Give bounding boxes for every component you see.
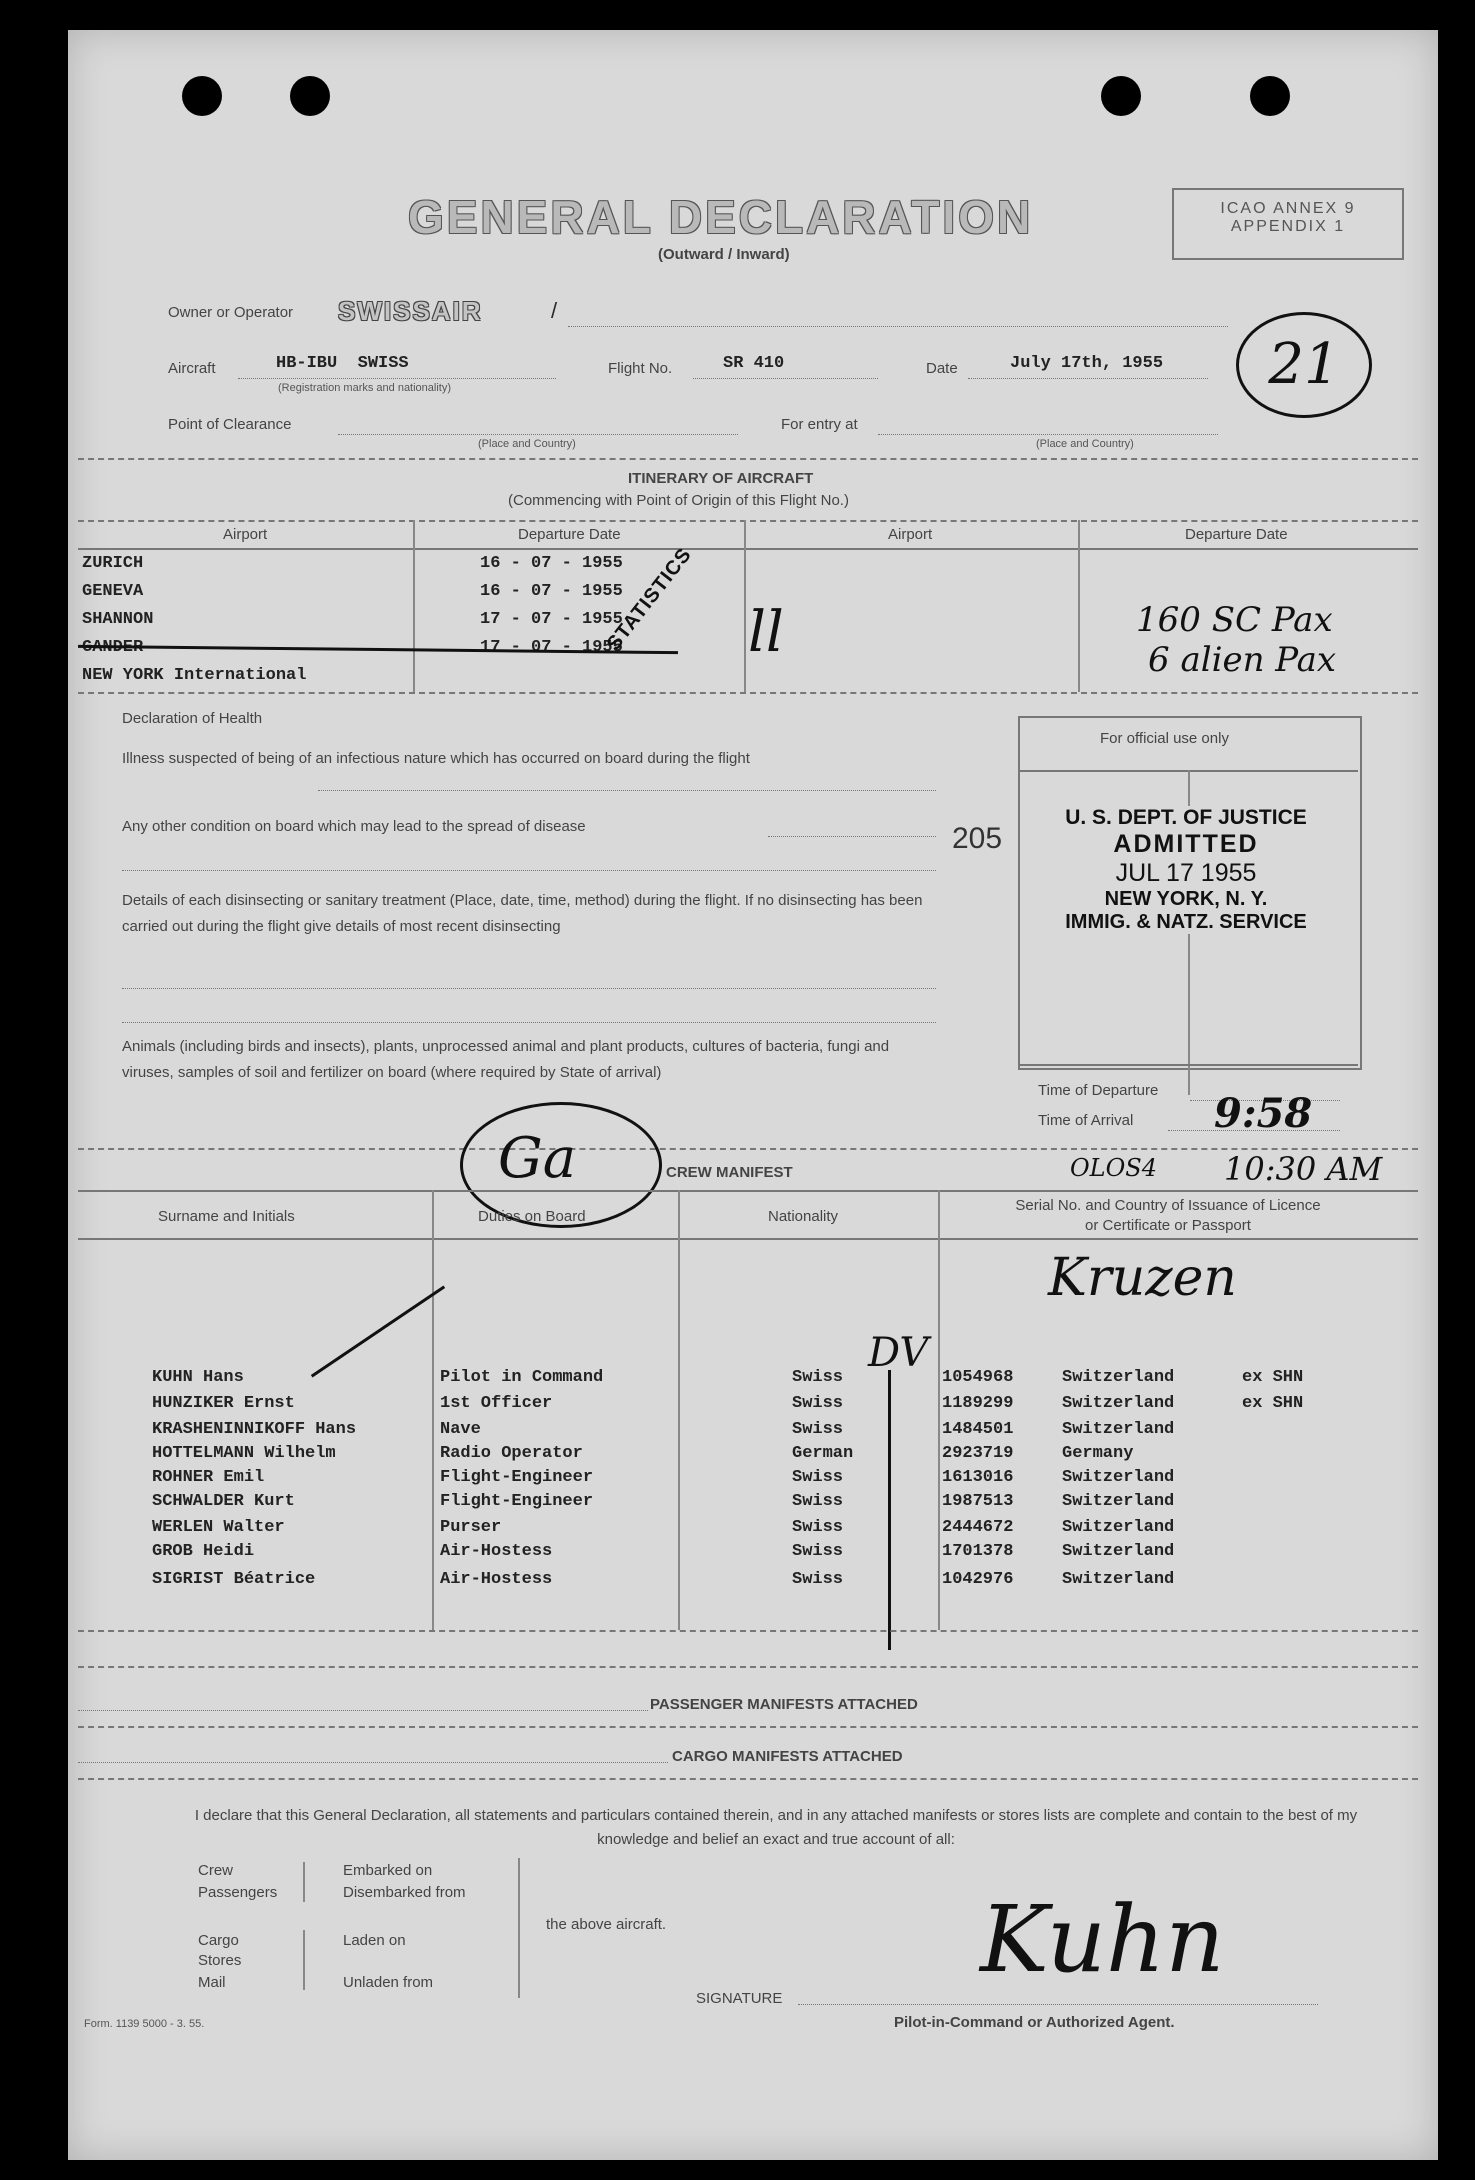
- table-row: [152, 1542, 1392, 1566]
- owner-line: [568, 326, 1228, 327]
- divider: [78, 520, 1418, 522]
- crew-serial: 1987513: [942, 1492, 1014, 1511]
- itinerary-airport: NEW YORK International: [82, 666, 307, 685]
- aircraft-hint: (Registration marks and nationality): [278, 382, 452, 394]
- crew-country: Switzerland: [1062, 1368, 1175, 1387]
- health-line: [768, 836, 936, 837]
- crew-country: Switzerland: [1062, 1394, 1175, 1413]
- crew-nationality: Swiss: [792, 1492, 844, 1511]
- crew-country: Switzerland: [1062, 1542, 1175, 1561]
- crew-col-duties: Duties on Board: [478, 1208, 586, 1225]
- divider: [78, 548, 1418, 550]
- itinerary-note1: 160 SC Pax: [1136, 600, 1333, 640]
- table-row: [152, 1492, 1392, 1516]
- itinerary-note2: 6 alien Pax: [1148, 640, 1337, 680]
- decl-stores: Stores: [198, 1952, 242, 1969]
- decl-above: the above aircraft.: [546, 1916, 667, 1933]
- circled-mark: [1236, 312, 1372, 418]
- pilot-signature: Kuhn: [980, 1886, 1225, 1993]
- crew-duty: Nave: [440, 1420, 481, 1439]
- declaration-text: I declare that this General Declaration, all statements and particulars contained therein, and in any attached manifests or stores lists are complete and contain to the best of my knowledge and belief an exact and true account of all:: [194, 1807, 1358, 1848]
- document-page: [68, 30, 1438, 2160]
- aircraft-value: HB-IBU SWISS: [276, 354, 409, 373]
- departure-time-label: Time of Departure: [1038, 1082, 1159, 1099]
- itinerary-date: 17 - 07 - 1955: [480, 638, 623, 657]
- crew-duty: 1st Officer: [440, 1394, 553, 1413]
- annex-line1: ICAO ANNEX 9: [1220, 200, 1356, 217]
- col-divider: [413, 520, 415, 692]
- decl-disembarked: Disembarked from: [343, 1884, 466, 1901]
- crew-name: SCHWALDER Kurt: [152, 1492, 295, 1511]
- initials-scribble: Ga: [498, 1126, 577, 1191]
- itinerary-date: 17 - 07 - 1955: [480, 610, 623, 629]
- health-line: [122, 870, 936, 871]
- aircraft-line: [238, 378, 556, 379]
- punch-hole: [1250, 76, 1290, 116]
- punch-hole: [290, 76, 330, 116]
- punch-hole: [182, 76, 222, 116]
- annex-box: [1172, 188, 1404, 260]
- stamp-line2: ADMITTED: [1113, 830, 1259, 858]
- col-divider: [303, 1930, 305, 1990]
- note-time: 10:30 AM: [1224, 1150, 1383, 1188]
- crew-name: ROHNER Emil: [152, 1468, 265, 1487]
- crew-serial: 1189299: [942, 1394, 1014, 1413]
- clearance-line: [338, 434, 738, 435]
- crew-duty: Purser: [440, 1518, 502, 1537]
- crew-name: WERLEN Walter: [152, 1518, 285, 1537]
- itinerary-date: 16 - 07 - 1955: [480, 582, 623, 601]
- table-row: [152, 1570, 1392, 1594]
- admitted-stamp: [1036, 806, 1336, 934]
- crew-duty: Flight-Engineer: [440, 1468, 594, 1487]
- crew-serial: 2444672: [942, 1518, 1014, 1537]
- annex-line2: APPENDIX 1: [1230, 218, 1346, 235]
- crew-serial: 1613016: [942, 1468, 1014, 1487]
- stamp-line5: IMMIG. & NATZ. SERVICE: [1065, 911, 1307, 933]
- page-title: GENERAL DECLARATION: [408, 191, 1034, 243]
- date-label: Date: [926, 360, 958, 377]
- itinerary-col-departure: Departure Date: [518, 526, 621, 543]
- itinerary-airport: GANDER: [82, 638, 144, 657]
- stamp-line3: JUL 17 1955: [1115, 859, 1257, 887]
- passenger-line: [78, 1710, 648, 1711]
- flight-label: Flight No.: [608, 360, 673, 377]
- itinerary-airport: ZURICH: [82, 554, 144, 573]
- check-mark: ll: [748, 600, 784, 665]
- passenger-manifests: PASSENGER MANIFESTS ATTACHED: [650, 1696, 918, 1713]
- crew-serial: 1701378: [942, 1542, 1014, 1561]
- crew-extra: ex SHN: [1242, 1394, 1304, 1413]
- entry-hint: (Place and Country): [1036, 438, 1134, 450]
- table-row: [152, 1444, 1392, 1468]
- crew-country: Switzerland: [1062, 1492, 1175, 1511]
- health-line: [318, 790, 936, 791]
- clearance-hint: (Place and Country): [478, 438, 576, 450]
- signature-caption: Pilot-in-Command or Authorized Agent.: [894, 2014, 1175, 2031]
- stamp-line4: NEW YORK, N. Y.: [1104, 888, 1268, 910]
- official-number: 205: [952, 822, 1003, 855]
- crew-nationality: German: [792, 1444, 854, 1463]
- itinerary-heading: ITINERARY OF AIRCRAFT: [628, 470, 814, 487]
- crew-nationality: Swiss: [792, 1518, 844, 1537]
- crew-duty: Pilot in Command: [440, 1368, 604, 1387]
- divider: [78, 1238, 1418, 1240]
- divider: [78, 458, 1418, 460]
- crew-serial: 1054968: [942, 1368, 1014, 1387]
- crew-serial: 1042976: [942, 1570, 1014, 1589]
- decl-crew: Crew: [198, 1862, 234, 1879]
- itinerary-airport: GENEVA: [82, 582, 144, 601]
- crew-country: Switzerland: [1062, 1518, 1175, 1537]
- table-row: [152, 1420, 1392, 1444]
- crew-country: Switzerland: [1062, 1468, 1175, 1487]
- crew-duty: Air-Hostess: [440, 1570, 553, 1589]
- divider: [78, 1148, 1418, 1150]
- divider: [78, 1726, 1418, 1728]
- crew-nationality: Swiss: [792, 1368, 844, 1387]
- decl-passengers: Passengers: [198, 1884, 278, 1901]
- note-code: OLOS4: [1070, 1154, 1157, 1182]
- crew-col-name: Surname and Initials: [158, 1208, 295, 1225]
- col-divider: [518, 1858, 520, 1998]
- health-q4: Animals (including birds and insects), plants, unprocessed animal and plant products, cultures of bacteria, fungi and viruses, samples of soil and fertilizer on board (where required by State of arrival): [122, 1038, 890, 1081]
- arrival-time-label: Time of Arrival: [1038, 1112, 1134, 1129]
- table-row: [152, 1518, 1392, 1542]
- clearance-label: Point of Clearance: [168, 416, 292, 433]
- crew-col-nationality: Nationality: [768, 1208, 839, 1225]
- decl-unladen: Unladen from: [343, 1974, 434, 1991]
- owner-value: SWISSAIR: [338, 296, 483, 326]
- form-number: Form. 1139 5000 - 3. 55.: [84, 2018, 205, 2030]
- divider: [1020, 1064, 1358, 1066]
- crew-heading: CREW MANIFEST: [666, 1164, 793, 1181]
- itinerary-subheading: (Commencing with Point of Origin of this Flight No.): [508, 492, 849, 509]
- crew-initials: DV: [868, 1330, 929, 1376]
- owner-slash: /: [551, 298, 558, 323]
- itinerary-date: 16 - 07 - 1955: [480, 554, 623, 573]
- entry-label: For entry at: [781, 416, 858, 433]
- health-q1: Illness suspected of being of an infectious nature which has occurred on board during the flight: [122, 750, 750, 767]
- stamp-line1: U. S. DEPT. OF JUSTICE: [1065, 806, 1307, 829]
- aircraft-label: Aircraft: [168, 360, 216, 377]
- col-divider: [303, 1862, 305, 1902]
- divider: [78, 1778, 1418, 1780]
- crew-country: Switzerland: [1062, 1420, 1175, 1439]
- owner-label: Owner or Operator: [168, 304, 294, 321]
- crew-serial: 1484501: [942, 1420, 1014, 1439]
- col-divider: [1078, 520, 1080, 692]
- itinerary-airport: SHANNON: [82, 610, 154, 629]
- crew-name: HUNZIKER Ernst: [152, 1394, 295, 1413]
- statistics-stamp: STATISTICS: [602, 543, 697, 655]
- cargo-line: [78, 1762, 668, 1763]
- crew-name: SIGRIST Béatrice: [152, 1570, 316, 1589]
- signature-scribble: Kruzen: [1048, 1248, 1237, 1308]
- decl-laden: Laden on: [343, 1932, 406, 1949]
- divider: [78, 692, 1418, 694]
- date-value: July 17th, 1955: [1010, 354, 1164, 373]
- decl-mail: Mail: [198, 1974, 226, 1991]
- crew-name: HOTTELMANN Wilhelm: [152, 1444, 336, 1463]
- circled-mark-text: 21: [1268, 332, 1340, 397]
- divider: [78, 1630, 1418, 1632]
- crew-duty: Flight-Engineer: [440, 1492, 594, 1511]
- crew-name: KRASHENINNIKOFF Hans: [152, 1420, 357, 1439]
- official-heading: For official use only: [1100, 730, 1229, 747]
- table-row: [152, 1468, 1392, 1492]
- flight-value: SR 410: [723, 354, 785, 373]
- crew-col-licence: Serial No. and Country of Issuance of Licence or Certificate or Passport: [1015, 1197, 1321, 1234]
- health-line: [122, 988, 936, 989]
- col-divider: [744, 520, 746, 692]
- crew-country: Germany: [1062, 1444, 1134, 1463]
- crew-nationality: Swiss: [792, 1468, 844, 1487]
- itinerary-col-airport: Airport: [223, 526, 268, 543]
- table-row: [152, 1368, 1392, 1392]
- crew-extra: ex SHN: [1242, 1368, 1304, 1387]
- health-line: [122, 1022, 936, 1023]
- decl-embarked: Embarked on: [343, 1862, 433, 1879]
- entry-line: [878, 434, 1218, 435]
- flight-line: [693, 378, 878, 379]
- crew-nationality: Swiss: [792, 1570, 844, 1589]
- crew-name: GROB Heidi: [152, 1542, 255, 1561]
- table-row: [152, 1394, 1392, 1418]
- crew-nationality: Swiss: [792, 1420, 844, 1439]
- page-subtitle: (Outward / Inward): [658, 246, 790, 263]
- crew-duty: Radio Operator: [440, 1444, 583, 1463]
- signature-line: [798, 2004, 1318, 2005]
- crew-name: KUHN Hans: [152, 1368, 244, 1387]
- decl-cargo: Cargo: [198, 1932, 239, 1949]
- crew-serial: 2923719: [942, 1444, 1014, 1463]
- itinerary-col-airport2: Airport: [888, 526, 933, 543]
- arrival-time-value: 9:58: [1214, 1090, 1313, 1137]
- crew-country: Switzerland: [1062, 1570, 1175, 1589]
- crew-duty: Air-Hostess: [440, 1542, 553, 1561]
- divider: [78, 1666, 1418, 1668]
- slash-mark: [311, 1286, 445, 1378]
- cargo-manifests: CARGO MANIFESTS ATTACHED: [672, 1748, 903, 1765]
- itinerary-col-departure2: Departure Date: [1185, 526, 1288, 543]
- signature-label: SIGNATURE: [696, 1990, 783, 2007]
- divider: [78, 1190, 1418, 1192]
- date-line: [968, 378, 1208, 379]
- health-heading: Declaration of Health: [122, 710, 263, 727]
- health-q3: Details of each disinsecting or sanitary treatment (Place, date, time, method) during the flight. If no disinsecting has been carried out during the flight give details of most recent disinsecting: [122, 892, 923, 935]
- punch-hole: [1101, 76, 1141, 116]
- crew-nationality: Swiss: [792, 1394, 844, 1413]
- crew-nationality: Swiss: [792, 1542, 844, 1561]
- health-q2: Any other condition on board which may lead to the spread of disease: [122, 818, 586, 835]
